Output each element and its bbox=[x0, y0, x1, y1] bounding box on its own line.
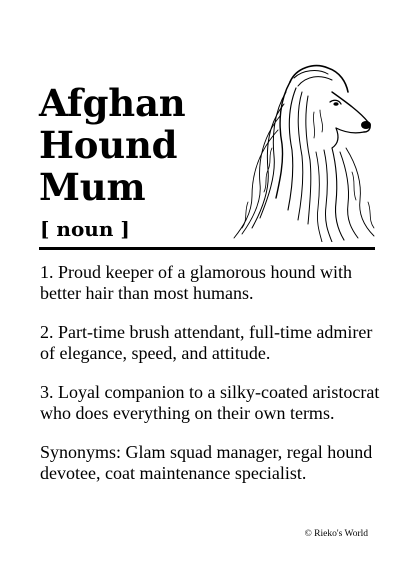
copyright-credit: © Rieko's World bbox=[304, 529, 368, 539]
divider-rule bbox=[39, 247, 375, 250]
title-line-2: Hound bbox=[39, 123, 178, 167]
definition-1: 1. Proud keeper of a glamorous hound with better hair than most humans. bbox=[40, 262, 352, 303]
card-title bbox=[39, 82, 185, 208]
afghan-hound-illustration bbox=[228, 52, 386, 242]
part-of-speech: [ noun ] bbox=[40, 217, 130, 241]
synonyms: Synonyms: Glam squad manager, regal hound devotee, coat maintenance specialist. bbox=[40, 442, 373, 483]
definition-2: 2. Part-time brush attendant, full-time admirer of elegance, speed, and attitude. bbox=[40, 322, 373, 363]
title-line-1: Afghan bbox=[39, 81, 186, 125]
definitions bbox=[40, 262, 380, 502]
title-line-3: Mum bbox=[39, 165, 146, 209]
definition-3: 3. Loyal companion to a silky-coated aristocrat who does everything on their own terms. bbox=[40, 382, 380, 423]
